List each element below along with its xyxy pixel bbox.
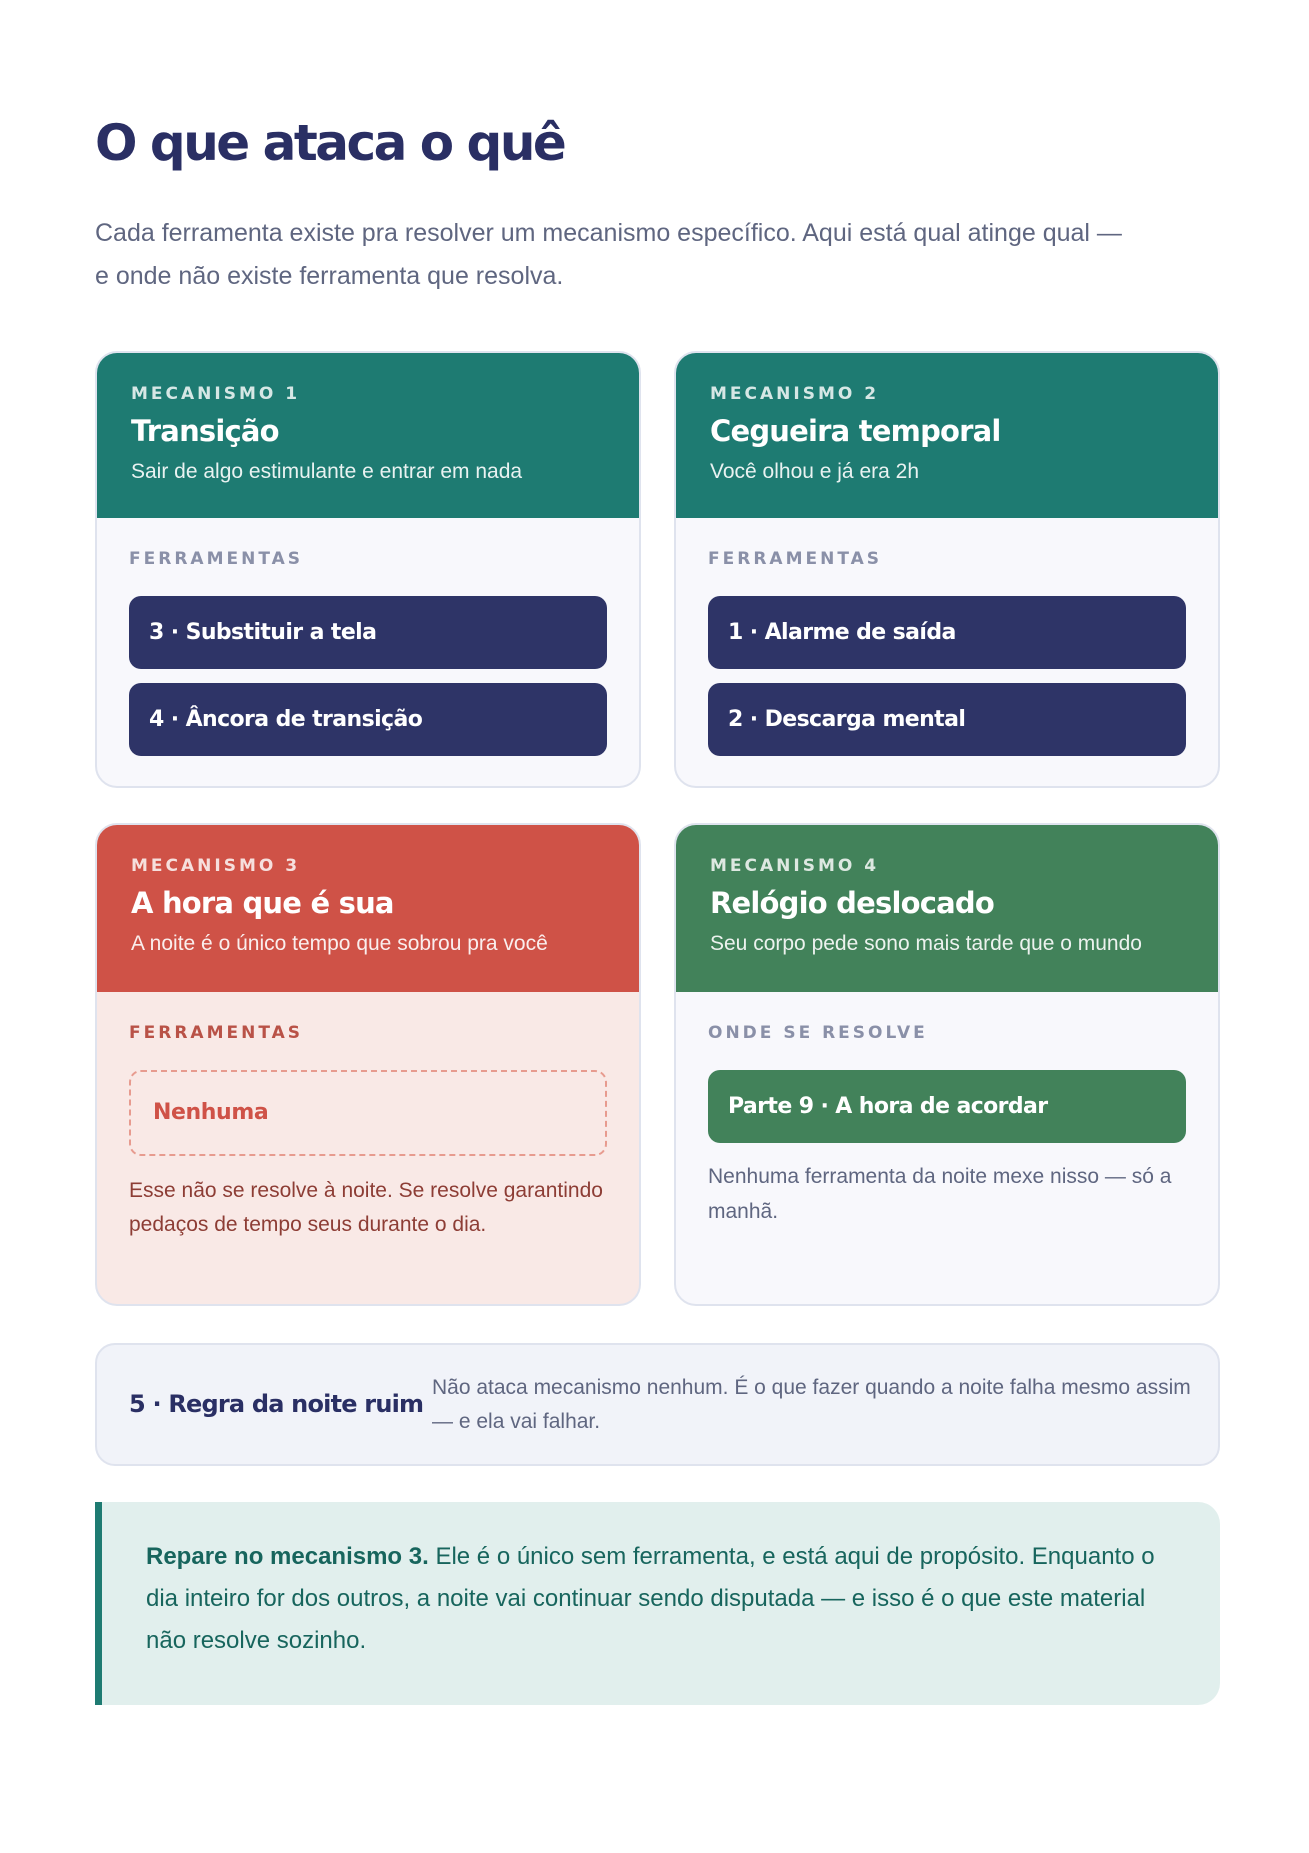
mechanism-subtitle: A noite é o único tempo que sobrou pra você <box>131 932 548 955</box>
mechanism-body <box>676 992 1218 1229</box>
mechanism-header <box>676 825 1218 992</box>
mechanism-eyebrow: MECANISMO 4 <box>710 856 880 876</box>
mechanism-header <box>676 353 1218 518</box>
no-tool-placeholder: Nenhuma <box>129 1070 607 1156</box>
mechanism-header <box>97 825 639 992</box>
rule-title[interactable]: 5 · Regra da noite ruim <box>129 1390 424 1418</box>
callout-text: Ele é o único sem ferramenta, e está aqui de propósito. Enquanto o dia inteiro for dos outros, a noite vai continuar sendo disputada — e isso é o que este material não resolve sozinho. <box>146 1543 1155 1654</box>
tools-label: FERRAMENTAS <box>129 1023 303 1043</box>
rule-description: Não ataca mecanismo nenhum. É o que fazer quando a noite falha mesmo assim — e ela vai falhar. <box>432 1376 1191 1433</box>
part-link-button[interactable]: Parte 9 · A hora de acordar <box>708 1070 1186 1143</box>
mechanism-subtitle: Sair de algo estimulante e entrar em nada <box>131 460 523 483</box>
mechanism-name: A hora que é sua <box>131 886 394 920</box>
mechanism-card-4 <box>674 823 1220 1306</box>
mechanism-name: Transição <box>131 414 279 448</box>
intro-paragraph: Cada ferramenta existe pra resolver um mecanismo específico. Aqui está qual atinge qual — e onde não existe ferramenta que resolva. <box>95 219 1122 290</box>
mechanism-subtitle: Você olhou e já era 2h <box>710 460 919 483</box>
mechanism-eyebrow: MECANISMO 1 <box>131 384 301 404</box>
mechanism-eyebrow: MECANISMO 3 <box>131 856 301 876</box>
mechanism-note: Nenhuma ferramenta da noite mexe nisso — só a manhã. <box>708 1165 1172 1223</box>
tools-label: FERRAMENTAS <box>708 549 882 569</box>
tool-button-substituir-a-tela[interactable]: 3 · Substituir a tela <box>129 596 607 669</box>
mechanism-header <box>97 353 639 518</box>
tool-button-descarga-mental[interactable]: 2 · Descarga mental <box>708 683 1186 756</box>
mechanism-subtitle: Seu corpo pede sono mais tarde que o mundo <box>710 932 1142 955</box>
mechanism-name: Relógio deslocado <box>710 886 994 920</box>
mechanism-name: Cegueira temporal <box>710 414 1001 448</box>
bad-night-rule-box <box>95 1343 1220 1466</box>
mechanism-eyebrow: MECANISMO 2 <box>710 384 880 404</box>
resolves-label: ONDE SE RESOLVE <box>708 1023 928 1043</box>
callout-lead: Repare no mecanismo 3. <box>146 1543 429 1570</box>
page-title: O que ataca o quê <box>95 114 565 172</box>
mechanism-body <box>97 992 639 1242</box>
mechanism-note: Esse não se resolve à noite. Se resolve garantindo pedaços de tempo seus durante o dia. <box>129 1179 603 1236</box>
note-callout <box>95 1502 1220 1705</box>
mechanism-card-2 <box>674 351 1220 788</box>
tools-label: FERRAMENTAS <box>129 549 303 569</box>
mechanism-body <box>676 518 1218 756</box>
mechanism-card-3 <box>95 823 641 1306</box>
mechanism-body <box>97 518 639 756</box>
tool-button-ancora-de-transicao[interactable]: 4 · Âncora de transição <box>129 683 607 756</box>
mechanism-card-1 <box>95 351 641 788</box>
tool-button-alarme-de-saida[interactable]: 1 · Alarme de saída <box>708 596 1186 669</box>
